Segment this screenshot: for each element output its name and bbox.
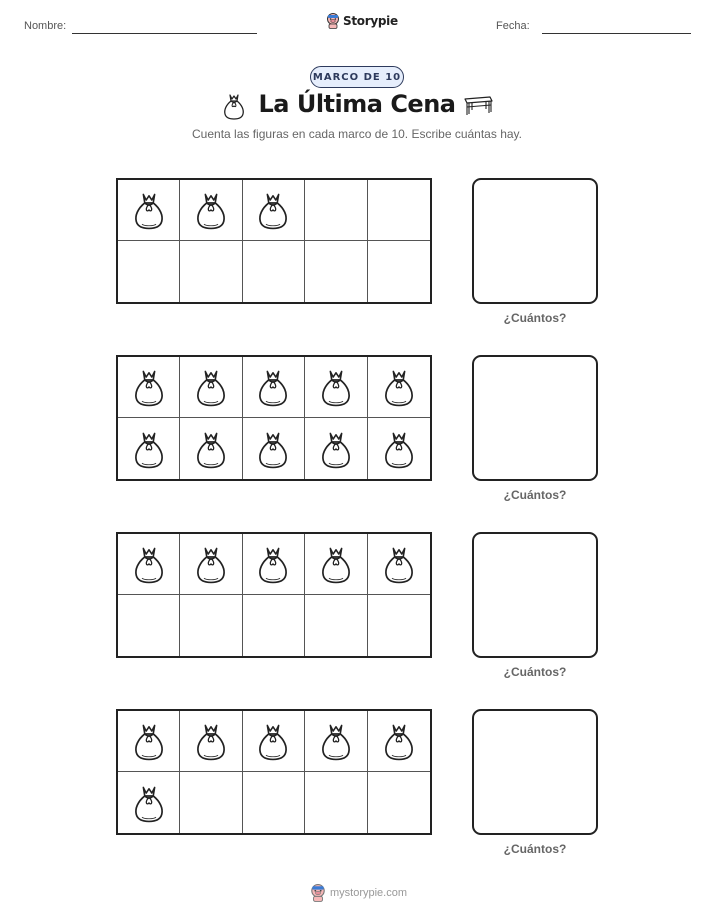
frame-cell: [243, 241, 305, 302]
money-bag-icon: [382, 429, 416, 469]
money-bag-icon: [132, 721, 166, 761]
money-bag-icon: [319, 721, 353, 761]
money-bag-icon: [194, 429, 228, 469]
table-icon: [462, 95, 494, 122]
frame-cell: [180, 534, 242, 595]
frame-cell: [243, 357, 305, 418]
frame-cell: [180, 418, 242, 479]
frame-cell: [118, 534, 180, 595]
money-bag-icon: [319, 367, 353, 407]
frame-cell: [305, 180, 367, 241]
money-bag-icon: [319, 544, 353, 584]
brand-logo: [326, 13, 398, 29]
frame-cell: [118, 711, 180, 772]
answer-box[interactable]: [472, 532, 598, 658]
frame-cell: [368, 418, 430, 479]
frame-cell: [305, 772, 367, 833]
date-label: Fecha:: [496, 20, 530, 32]
frame-cell: [368, 241, 430, 302]
count-question: ¿Cuántos?: [503, 311, 567, 325]
frame-cell: [305, 418, 367, 479]
frame-cell: [305, 595, 367, 656]
frame-cell: [305, 241, 367, 302]
frame-cell: [180, 595, 242, 656]
frame-cell: [118, 180, 180, 241]
money-bag-icon: [194, 190, 228, 230]
frame-cell: [118, 357, 180, 418]
money-bag-icon: [194, 544, 228, 584]
name-field[interactable]: [72, 33, 257, 34]
frame-cell: [368, 595, 430, 656]
frame-cell: [180, 711, 242, 772]
money-bag-icon: [132, 429, 166, 469]
ten-frame: [116, 532, 432, 658]
answer-box[interactable]: [472, 709, 598, 835]
money-bag-icon: [132, 367, 166, 407]
frame-cell: [180, 180, 242, 241]
money-bag-icon: [194, 367, 228, 407]
frame-cell: [118, 772, 180, 833]
money-bag-icon: [132, 190, 166, 230]
pig-mascot-icon: [310, 884, 326, 902]
date-field[interactable]: [542, 33, 691, 34]
frame-cell: [368, 534, 430, 595]
worksheet-type-badge: MARCO DE 10: [310, 66, 404, 88]
footer-url: mystorypie.com: [330, 887, 408, 899]
instructions: Cuenta las figuras en cada marco de 10. Escribe cuántas hay.: [192, 127, 522, 141]
count-question: ¿Cuántos?: [503, 665, 567, 679]
pig-mascot-icon: [326, 13, 340, 29]
page-title: La Última Cena: [258, 90, 456, 118]
answer-box[interactable]: [472, 355, 598, 481]
money-bag-icon: [319, 429, 353, 469]
frame-cell: [305, 534, 367, 595]
brand-name: Storypie: [343, 14, 398, 28]
money-bag-icon: [194, 721, 228, 761]
ten-frame: [116, 355, 432, 481]
money-bag-icon: [256, 190, 290, 230]
frame-cell: [368, 357, 430, 418]
count-question: ¿Cuántos?: [503, 488, 567, 502]
money-bag-icon: [382, 721, 416, 761]
name-label: Nombre:: [24, 20, 67, 32]
frame-cell: [243, 534, 305, 595]
frame-cell: [243, 418, 305, 479]
money-bag-icon: [382, 367, 416, 407]
money-bag-icon: [256, 721, 290, 761]
ten-frame: [116, 178, 432, 304]
frame-cell: [368, 180, 430, 241]
frame-cell: [243, 595, 305, 656]
frame-cell: [180, 241, 242, 302]
frame-cell: [243, 711, 305, 772]
frame-cell: [305, 711, 367, 772]
frame-cell: [180, 772, 242, 833]
frame-cell: [118, 418, 180, 479]
frame-cell: [243, 772, 305, 833]
frame-cell: [305, 357, 367, 418]
money-bag-icon: [382, 544, 416, 584]
frame-cell: [368, 772, 430, 833]
answer-box[interactable]: [472, 178, 598, 304]
money-bag-icon: [132, 783, 166, 823]
frame-cell: [180, 357, 242, 418]
ten-frame: [116, 709, 432, 835]
footer: [310, 884, 407, 902]
money-bag-icon: [256, 429, 290, 469]
frame-cell: [243, 180, 305, 241]
frame-cell: [368, 711, 430, 772]
frame-cell: [118, 241, 180, 302]
frame-cell: [118, 595, 180, 656]
money-bag-icon: [132, 544, 166, 584]
count-question: ¿Cuántos?: [503, 842, 567, 856]
money-bag-icon: [256, 544, 290, 584]
money-bag-icon: [256, 367, 290, 407]
